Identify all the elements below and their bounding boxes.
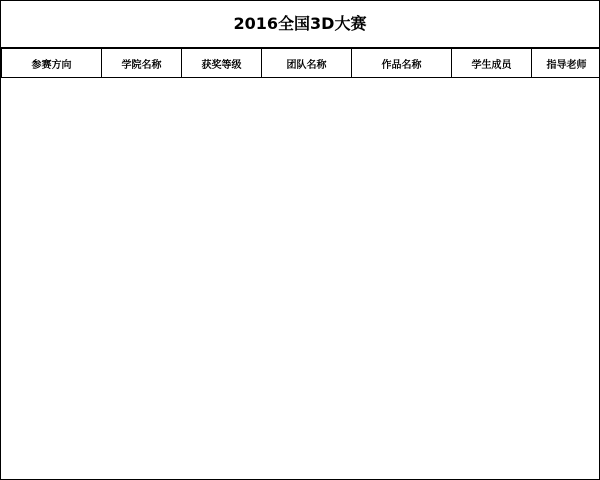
page-title: 2016全国3D大赛 [1,1,599,48]
results-table [1,48,600,78]
col-header-team: 团队名称 [262,49,352,78]
col-header-award: 获奖等级 [182,49,262,78]
col-header-school: 学院名称 [102,49,182,78]
col-header-advisor: 指导老师 [532,49,600,78]
col-header-members: 学生成员 [452,49,532,78]
header-row [2,49,600,78]
col-header-work: 作品名称 [352,49,452,78]
col-header-direction: 参赛方向 [2,49,102,78]
